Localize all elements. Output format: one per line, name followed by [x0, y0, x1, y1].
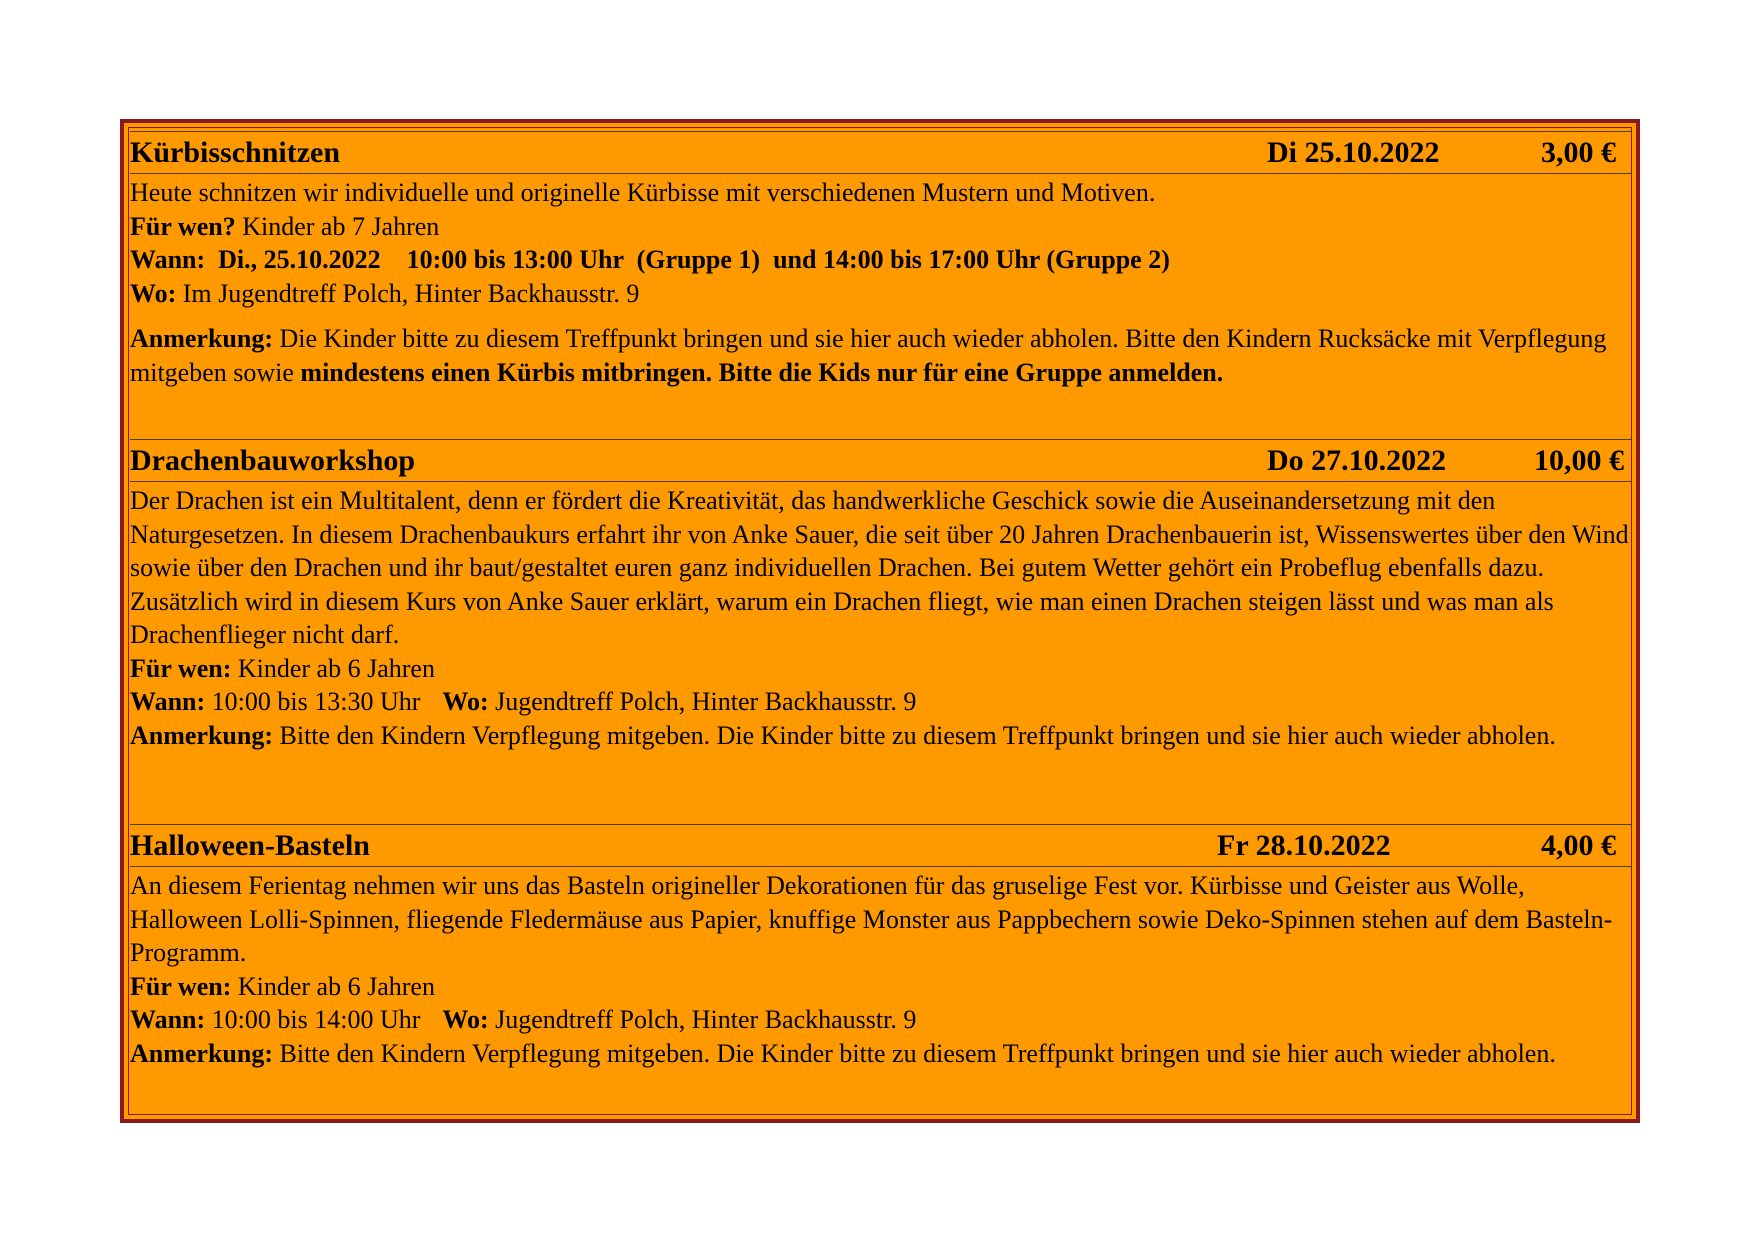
- where-label: Wo:: [130, 278, 177, 308]
- event-kuerbisschnitzen: [130, 131, 1632, 389]
- event-body: [130, 867, 1632, 1070]
- event-where: [130, 277, 1632, 311]
- event-date: Do 27.10.2022: [1267, 444, 1447, 477]
- event-price: 10,00 €: [1534, 444, 1624, 477]
- audience-value: Kinder ab 6 Jahren: [231, 653, 435, 683]
- event-date: Di 25.10.2022: [1267, 136, 1440, 169]
- note-label: Anmerkung:: [130, 324, 274, 353]
- note-label: Anmerkung:: [130, 720, 274, 750]
- event-price: 4,00 €: [1541, 829, 1616, 862]
- audience-label: Für wen:: [130, 653, 232, 683]
- event-note: [130, 719, 1632, 753]
- event-note: [130, 322, 1632, 389]
- event-description: Heute schnitzen wir individuelle und originelle Kürbisse mit verschiedenen Mustern und Motiven.: [130, 178, 1156, 207]
- event-audience: [130, 970, 1632, 1004]
- event-title: Halloween-Basteln: [130, 829, 370, 862]
- note-text: Bitte den Kindern Verpflegung mitgeben. Die Kinder bitte zu diesem Treffpunkt bringen und sie hier auch wieder abholen.: [273, 720, 1556, 750]
- event-body: [130, 482, 1632, 752]
- event-drachenbauworkshop: [130, 439, 1632, 752]
- where-label: Wo:: [442, 687, 489, 716]
- event-date: Fr 28.10.2022: [1217, 829, 1391, 862]
- when-value: 10:00 bis 13:30 Uhr: [205, 687, 421, 716]
- where-value: Jugendtreff Polch, Hinter Backhausstr. 9: [488, 1005, 917, 1034]
- event-description: An diesem Ferientag nehmen wir uns das Basteln origineller Dekorationen für das gruselige Fest vor. Kürbisse und Geister aus Wolle, Halloween Lolli-Spinnen, fliegende Fledermäuse aus Papier, knuffige Monster aus Pappbechern sowie Deko-Spinnen stehen auf dem Basteln-Programm.: [130, 871, 1613, 967]
- where-value: Im Jugendtreff Polch, Hinter Backhausstr. 9: [176, 278, 640, 308]
- event-when-where: [130, 1003, 1632, 1037]
- event-title: Kürbisschnitzen: [130, 136, 341, 169]
- when-label: Wann:: [130, 687, 206, 716]
- note-text: Bitte den Kindern Verpflegung mitgeben. Die Kinder bitte zu diesem Treffpunkt bringen und sie hier auch wieder abholen.: [273, 1038, 1556, 1068]
- event-when: [130, 243, 1632, 277]
- when-value: 10:00 bis 14:00 Uhr: [205, 1005, 421, 1034]
- audience-label: Für wen:: [130, 971, 232, 1001]
- event-halloween-basteln: [130, 824, 1632, 1070]
- event-description: Der Drachen ist ein Multitalent, denn er fördert die Kreativität, das handwerkliche Geschick sowie die Auseinandersetzung mit den Naturgesetzen. In diesem Drachenbaukurs erfahrt ihr von Anke Sauer, die seit über 20 Jahren Drachenbauerin ist, Wissenswertes über den Wind sowie über den Drachen und ihr baut/gestaltet euren ganz individuellen Drachen. Bei gutem Wetter gehört ein Probeflug ebenfalls dazu. Zusätzlich wird in diesem Kurs von Anke Sauer erklärt, warum ein Drachen fliegt, wie man einen Drachen steigen lässt und was man als Drachenflieger nicht darf.: [130, 486, 1629, 649]
- note-label: Anmerkung:: [130, 1038, 274, 1068]
- event-when-where: [130, 685, 1632, 719]
- event-note: [130, 1037, 1632, 1071]
- event-price: 3,00 €: [1541, 136, 1616, 169]
- event-header: [130, 824, 1632, 867]
- event-header: [130, 131, 1632, 174]
- audience-value: Kinder ab 6 Jahren: [231, 971, 435, 1001]
- note-text-bold: mindestens einen Kürbis mitbringen. Bitte die Kids nur für eine Gruppe anmelden.: [300, 357, 1224, 387]
- note-text: Die Kinder bitte zu diesem Treffpunkt bringen und sie hier auch wieder abholen. Bitte den Kindern Rucksäcke mit Verpflegung mitgeben sowie: [130, 324, 1607, 387]
- event-audience: [130, 210, 1632, 244]
- event-title: Drachenbauworkshop: [130, 444, 416, 477]
- audience-label: Für wen?: [130, 211, 236, 241]
- when-label: Wann:: [130, 1005, 206, 1034]
- event-header: [130, 439, 1632, 482]
- audience-value: Kinder ab 7 Jahren: [235, 211, 440, 241]
- event-audience: [130, 652, 1632, 686]
- when-line: Wann: Di., 25.10.2022 10:00 bis 13:00 Uhr (Gruppe 1) und 14:00 bis 17:00 Uhr (Gruppe 2): [130, 245, 1170, 274]
- where-value: Jugendtreff Polch, Hinter Backhausstr. 9: [488, 687, 917, 716]
- events-frame: [120, 119, 1640, 1123]
- event-body: [130, 174, 1632, 389]
- where-label: Wo:: [442, 1005, 489, 1034]
